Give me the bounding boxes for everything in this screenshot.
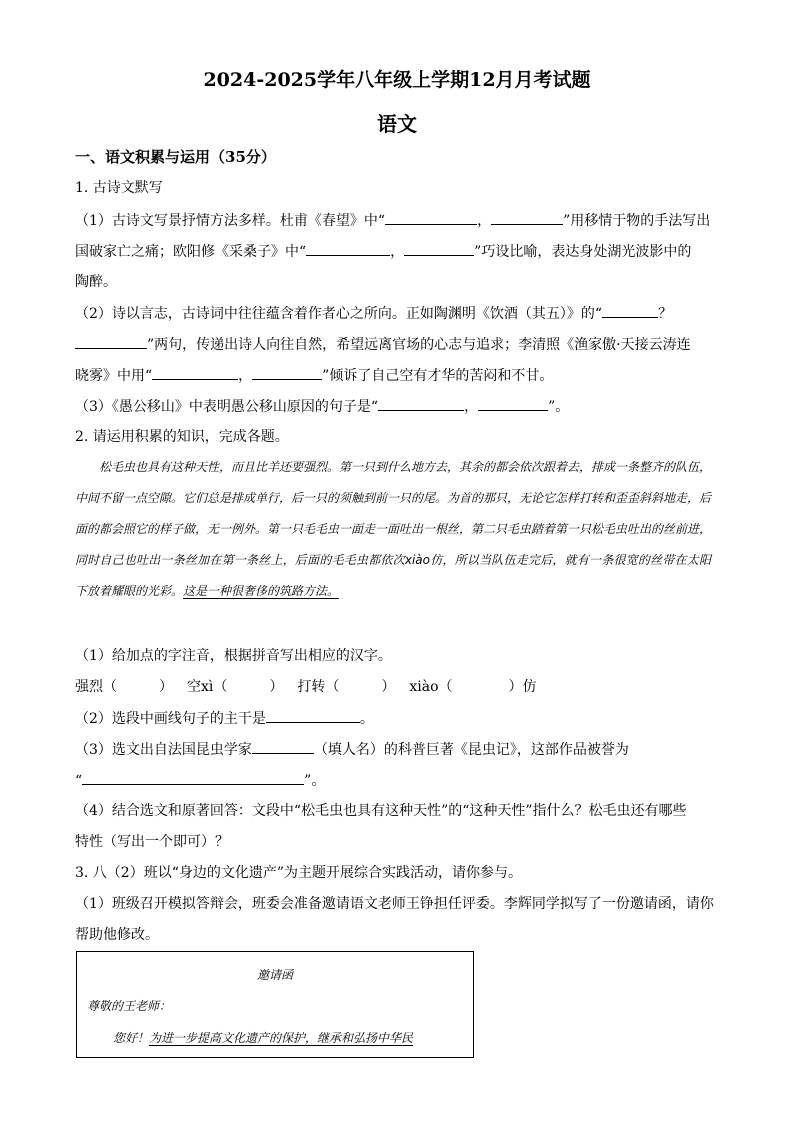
q3-title: 3. 八（2）班以“身边的文化遗产”为主题开展综合实践活动，请你参与。 xyxy=(75,865,523,881)
exam-title: 2024-2025学年八年级上学期12月月考试题 xyxy=(203,69,591,91)
pinyin-row xyxy=(75,677,537,697)
text: ”。 xyxy=(304,773,326,789)
q2-sub3-line2 xyxy=(75,770,325,791)
text: （3）选文出自法国昆虫学家 xyxy=(75,742,252,758)
text: ”巧设比喻，表达身处湖光波影中的 xyxy=(474,244,692,260)
pinyin-item: 打转（ ） xyxy=(297,679,396,695)
underlined-sentence: 这是一种很奢侈的筑路方法。 xyxy=(183,584,340,598)
answer-blank[interactable] xyxy=(404,241,474,256)
q2-sub4-line2: 特性（写出一个即可）？ xyxy=(75,834,229,850)
text: ， xyxy=(238,368,253,384)
pinyin-item: 空xì（ ） xyxy=(187,679,284,695)
q1-p1-line2 xyxy=(75,241,691,262)
answer-blank[interactable] xyxy=(82,770,304,785)
text: 晓雾》中用“ xyxy=(75,368,153,384)
answer-blank[interactable] xyxy=(385,210,477,225)
answer-blank[interactable] xyxy=(266,708,360,723)
text: “ xyxy=(75,773,83,789)
underlined-text: 为进一步提高文化遗产的保护，继承和弘扬中华民 xyxy=(149,1031,414,1045)
text: ， xyxy=(390,244,405,260)
q3-sub1-line2: 帮助他修改。 xyxy=(75,927,159,943)
answer-blank[interactable] xyxy=(306,241,390,256)
text: （3）《愚公移山》中表明愚公移山原因的句子是“ xyxy=(75,399,379,415)
q2-title: 2. 请运用积累的知识，完成各题。 xyxy=(75,429,289,445)
text: ”用移情于物的手法写出 xyxy=(563,213,711,229)
letter-body xyxy=(113,1029,413,1046)
q2-sub4-line1: （4）结合选文和原著回答：文段中“松毛虫也具有这种天性”的“这种天性”指什么？松毛虫还有哪些 xyxy=(75,803,687,819)
text: （1）古诗文写景抒情方法多样。杜甫《春望》中“ xyxy=(75,213,386,229)
invitation-letter-box xyxy=(76,951,474,1058)
text: （填人名）的科普巨著《昆虫记》，这部作品被誉为 xyxy=(313,742,629,758)
answer-blank[interactable] xyxy=(252,365,322,380)
q1-p2-line2 xyxy=(75,334,691,355)
text: （2）诗以言志，古诗词中往往蕴含着作者心之所向。正如陶渊明《饮酒（其五）》的“ xyxy=(75,306,603,322)
answer-blank[interactable] xyxy=(378,396,464,411)
q2-sub1: （1）给加点的字注音，根据拼音写出相应的汉字。 xyxy=(75,648,392,664)
q3-sub1-line1: （1）班级召开模拟答辩会，班委会准备邀请语文老师王铮担任评委。李辉同学拟写了一份邀请函，请你 xyxy=(75,896,714,912)
text: （2）选段中画线句子的主干是 xyxy=(75,711,266,727)
pinyin-item: xiào（ ）仿 xyxy=(409,679,537,695)
text: ”。 xyxy=(548,399,570,415)
text: ”两句，传递出诗人向往自然，希望远离官场的心志与追求；李清照《渔家傲·天接云涛连 xyxy=(147,337,691,353)
answer-blank[interactable] xyxy=(152,365,238,380)
section-heading: 一、语文积累与运用（35分） xyxy=(75,148,276,166)
text: ， xyxy=(464,399,479,415)
q1-p2-line3 xyxy=(75,365,553,386)
q1-p1-line3: 陶醉。 xyxy=(75,274,117,290)
reading-passage xyxy=(75,452,711,607)
answer-blank[interactable] xyxy=(75,334,147,349)
pinyin-item: 强烈（ ） xyxy=(75,679,173,695)
q1-p1-line1 xyxy=(75,210,710,231)
letter-greeting: 尊敬的王老师： xyxy=(87,999,172,1013)
answer-blank[interactable] xyxy=(252,739,314,754)
answer-blank[interactable] xyxy=(491,210,563,225)
text: 国破家亡之痛；欧阳修《采桑子》中“ xyxy=(75,244,307,260)
answer-blank[interactable] xyxy=(602,303,658,318)
text: 。 xyxy=(359,711,374,727)
text: ”倾诉了自己空有才华的苦闷和不甘。 xyxy=(322,368,554,384)
subject-title: 语文 xyxy=(377,112,417,136)
text: 您好！ xyxy=(113,1031,150,1045)
q1-p2-line1 xyxy=(75,303,672,324)
q1-p3 xyxy=(75,396,569,417)
q2-sub2 xyxy=(75,708,374,729)
letter-title: 邀请函 xyxy=(256,968,293,982)
passage-text: 松毛虫也具有这种天性，而且比羊还要强烈。第一只到什么地方去，其余的都会依次跟着去，排成一条整齐的队伍，中间不留一点空隙。它们总是排成单行，后一只的须触到前一只的尾。为首的那只，无论它怎样打转和歪歪斜斜地走，后面的都会照它的样子做，无一例外。第一只毛毛虫一面走一面吐出一根丝，第二只毛虫踏着第一只松毛虫吐出的丝前进，同时自己也吐出一条丝加在第一条丝上，后面的毛毛虫都依次xiào仿，所以当队伍走完后，就有一条很宽的丝带在太阳下放着耀眼的光彩。 xyxy=(75,460,712,598)
q2-sub3-line1 xyxy=(75,739,629,760)
answer-blank[interactable] xyxy=(478,396,548,411)
text: ， xyxy=(477,213,492,229)
text: ？ xyxy=(658,306,673,322)
q1-title: 1. 古诗文默写 xyxy=(75,180,163,196)
